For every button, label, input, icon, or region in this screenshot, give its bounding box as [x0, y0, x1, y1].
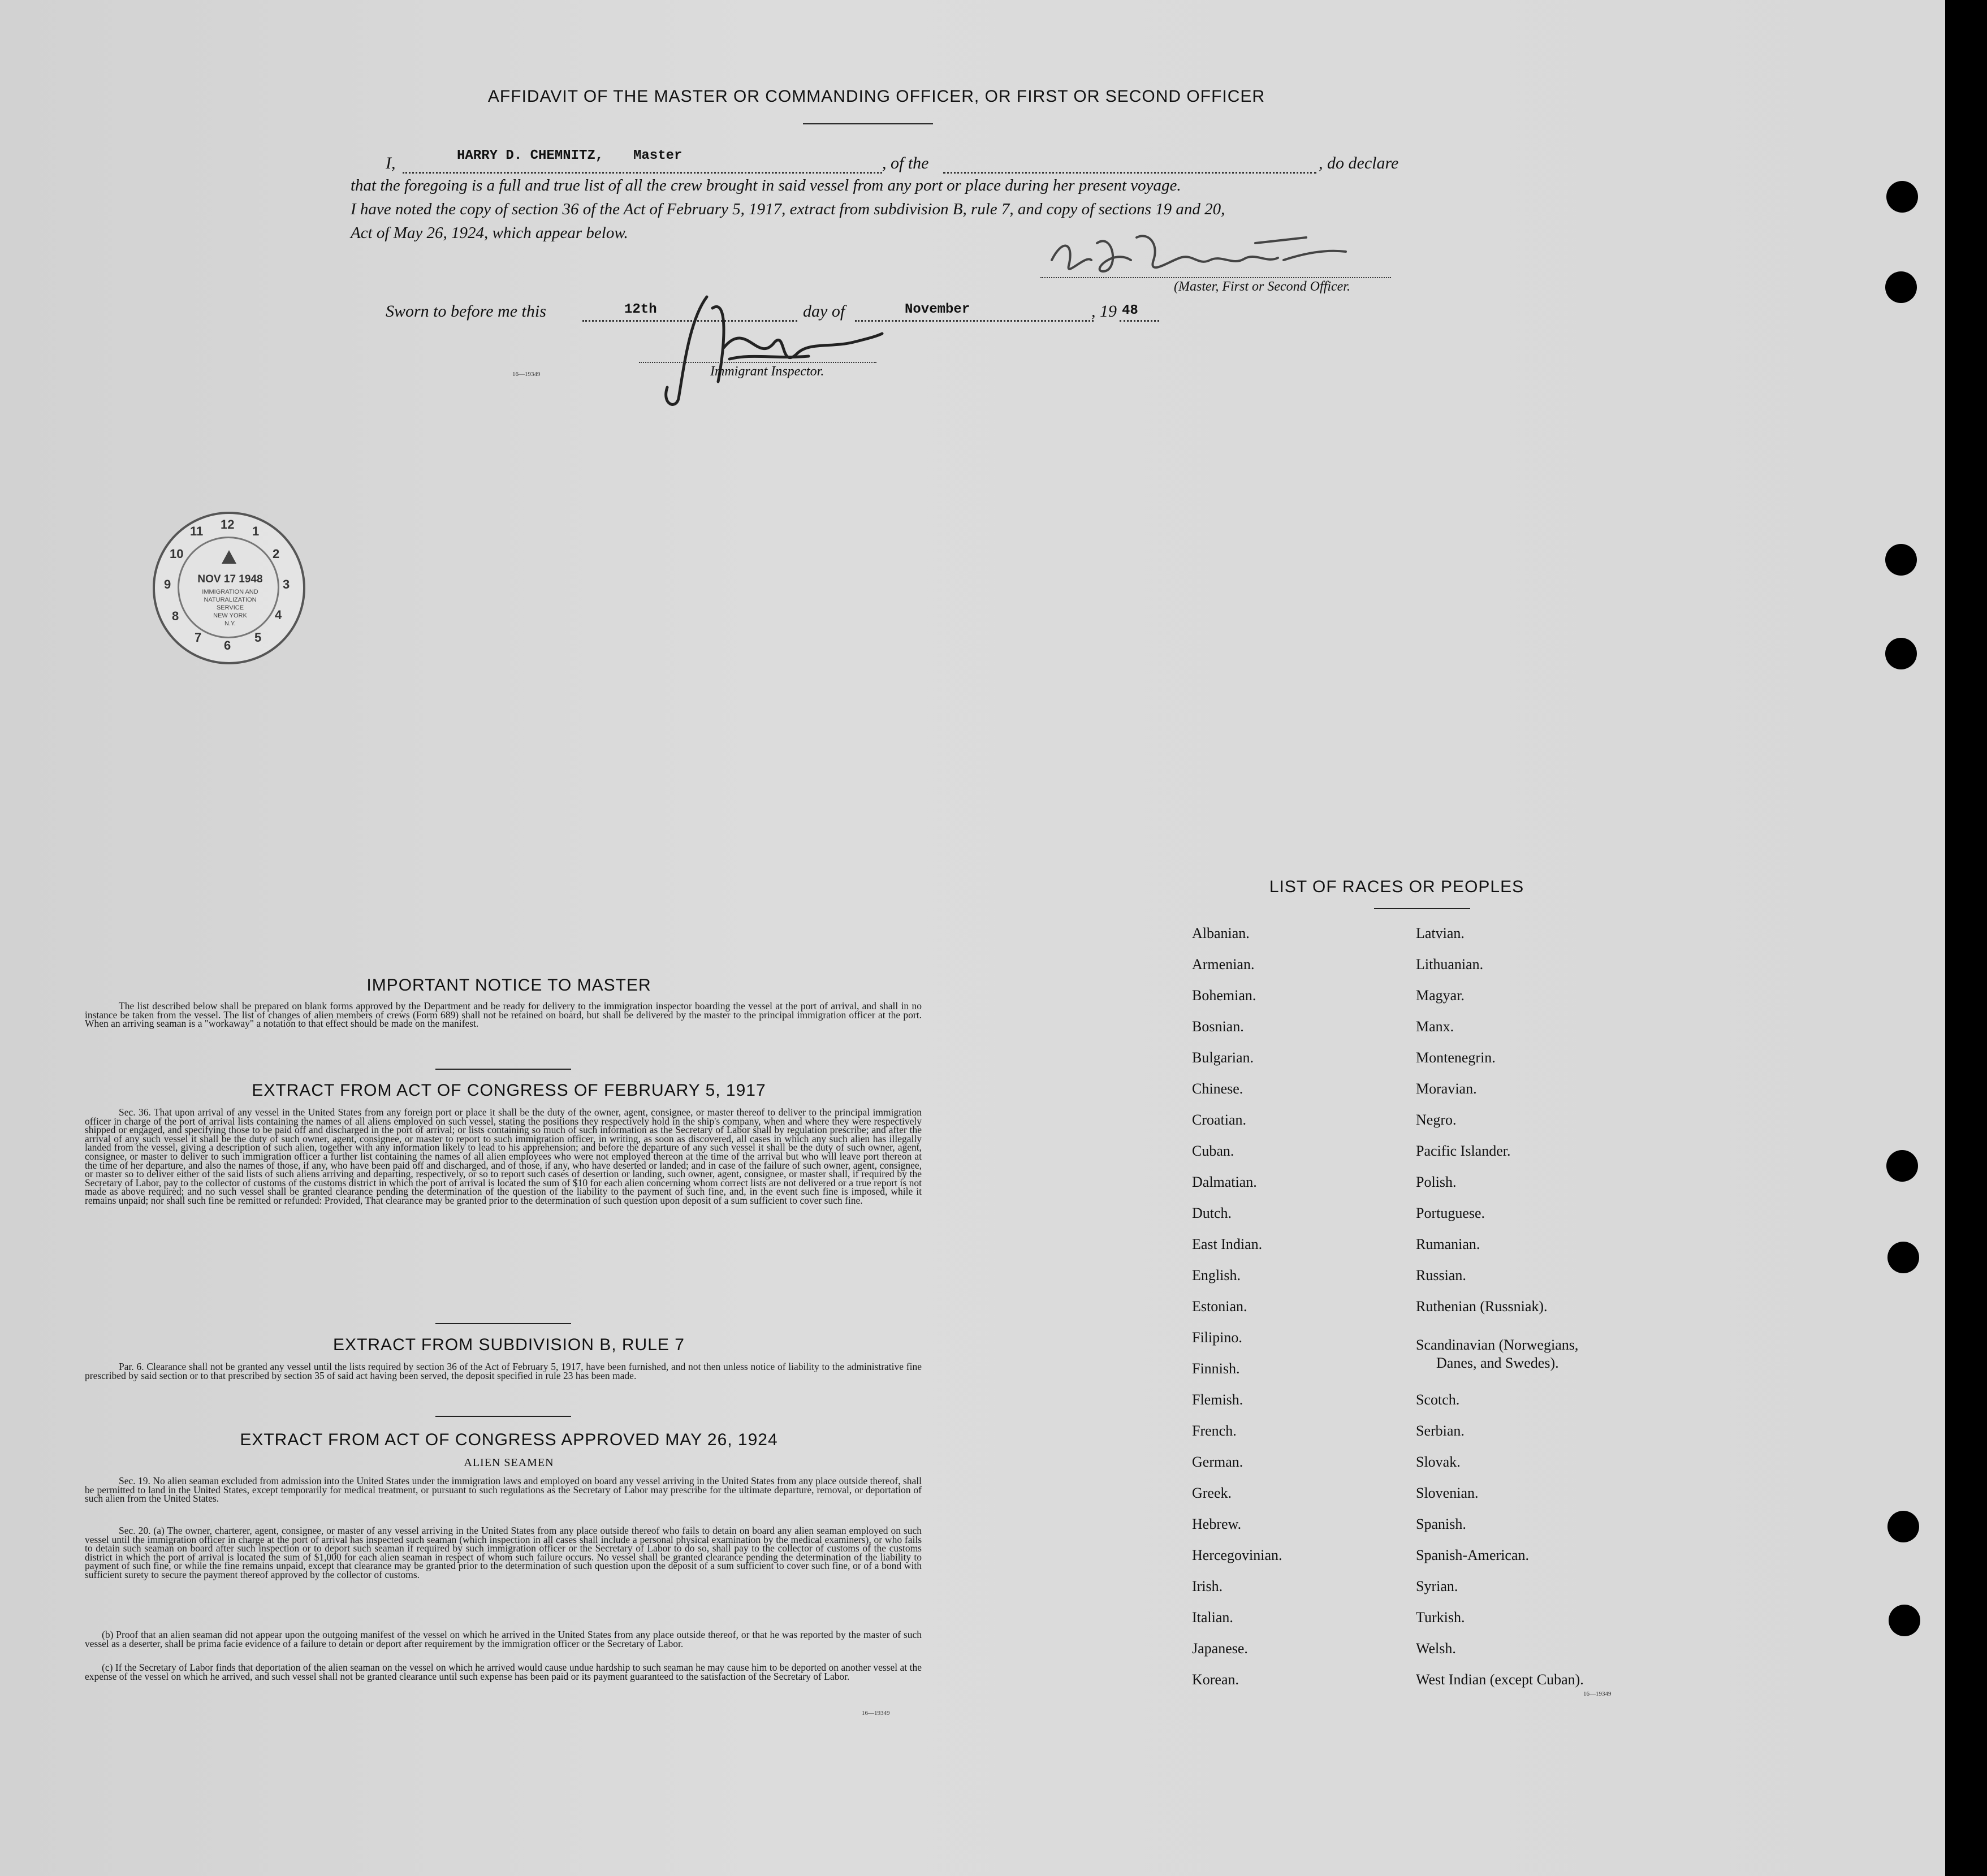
race-item: Croatian. — [1192, 1112, 1247, 1128]
stamp-clock-4: 4 — [275, 608, 282, 622]
sec20b-body: (b) Proof that an alien seaman did not appear upon the outgoing manifest of the vessel on which he arrived in the United States from any place outside thereof, or that he was reported by the master of such vessel as a deserter, shall be prima facie evidence of a failure to detain or deport after requirement by the immigration officer or the Secretary of Labor. — [85, 1629, 922, 1649]
extract-1917-title: EXTRACT FROM ACT OF CONGRESS OF FEBRUARY 5, 1917 — [252, 1081, 766, 1100]
race-item: Dutch. — [1192, 1205, 1232, 1221]
sworn-prefix: Sworn to before me this — [386, 302, 546, 321]
race-item: Pacific Islander. — [1416, 1143, 1511, 1159]
punch-hole-icon — [1886, 1150, 1918, 1182]
stamp-line-3: SERVICE — [216, 604, 244, 611]
punch-hole-icon — [1889, 1605, 1920, 1636]
race-item: Bohemian. — [1192, 987, 1256, 1004]
race-item: Montenegrin. — [1416, 1049, 1496, 1066]
extract-1924-title: EXTRACT FROM ACT OF CONGRESS APPROVED MAY 26, 1924 — [240, 1430, 778, 1449]
race-item: Manx. — [1416, 1018, 1454, 1035]
name-field-line — [403, 172, 882, 174]
race-item: Italian. — [1192, 1609, 1233, 1626]
race-item: Russian. — [1416, 1267, 1466, 1283]
stamp-clock-7: 7 — [195, 630, 202, 645]
sec19-body: Sec. 19. No alien seaman excluded from admission into the United States under the immigration laws and employed on board any vessel arriving in the United States from any place outside thereof, shall be permitted to land in the United States, except temporarily for medical treatment, or pursuant to such regulations as the Secretary of Labor may prescribe for the ultimate departure, removal, or deportation of such alien from the United States. — [85, 1475, 922, 1505]
race-item: Magyar. — [1416, 987, 1465, 1004]
affidavit-title: AFFIDAVIT OF THE MASTER OR COMMANDING OFFICER, OR FIRST OR SECOND OFFICER — [487, 87, 1265, 106]
race-item: Japanese. — [1192, 1640, 1248, 1657]
stamp-clock-1: 1 — [252, 524, 260, 538]
race-item: Portuguese. — [1416, 1205, 1485, 1221]
race-item: Korean. — [1192, 1671, 1239, 1688]
master-name-field: HARRY D. CHEMNITZ, — [457, 148, 604, 163]
race-item: Serbian. — [1416, 1423, 1465, 1439]
race-item: Cuban. — [1192, 1143, 1234, 1159]
races-form-number: 16—19349 — [1583, 1691, 1612, 1697]
of-the-label: , of the — [882, 154, 929, 172]
race-item: Danes, and Swedes). — [1436, 1355, 1559, 1371]
race-item: Scotch. — [1416, 1391, 1460, 1408]
race-item: Dalmatian. — [1192, 1174, 1257, 1190]
race-item: Finnish. — [1192, 1360, 1240, 1377]
punch-hole-icon — [1885, 271, 1917, 303]
stamp-line-4: NEW YORK — [213, 612, 247, 619]
race-item: Scandinavian (Norwegians, — [1416, 1337, 1579, 1353]
race-item: West Indian (except Cuban). — [1416, 1671, 1584, 1688]
notice-divider — [435, 1069, 571, 1070]
race-item: English. — [1192, 1267, 1241, 1283]
punch-hole-icon — [1887, 1511, 1919, 1542]
race-item: Irish. — [1192, 1578, 1223, 1594]
race-item: Hebrew. — [1192, 1516, 1242, 1532]
race-item: Rumanian. — [1416, 1236, 1480, 1252]
stamp-clock-12: 12 — [221, 517, 235, 531]
extract-1917-body: Sec. 36. That upon arrival of any vessel in the United States from any foreign port or place it shall be the duty of the owner, agent, consignee, or master thereof to deliver to the principal immigration officer in charge of the port of arrival lists containing the names of all aliens employed on such vessel, stating the positions they respectively hold in the ship's company, when and where they were respectively shipped or engaged, and specifying those to be paid off and discharged in the port of arrival; or lists containing so much of such information as the Secretary of Labor shall by regulation prescribe; and after the arrival of any such vessel it shall be the duty of such owner, agent, consignee, or master to report to such immigration officer, in writing, as soon as discovered, all cases in which any such alien has illegally landed from the vessel, giving a description of such alien, together with any information likely to lead to his apprehension; and before the departure of any such vessel it shall be the duty of such owner, agent, consignee, or master to deliver to such immigration officer a further list containing the names of all alien employees who were not employed thereon at the time of the arrival but who will leave port thereon at the time of her departure, and also the names of those, if any, who have been paid off and discharged, and of those, if any, who have deserted or landed; and in case of the failure of such owner, agent, consignee, or master so to deliver either of the said lists of such aliens arriving and departing, respectively, or so to report such cases of desertion or landing, such owner, agent, consignee, or master shall, if required by the Secretary of Labor, pay to the collector of customs of the customs district in which the port of arrival is located the sum of $10 for each alien concerning whom correct lists are not delivered or a true report is not made as above required; and no such vessel shall be granted clearance pending the determination of the question of the liability to the payment of such fine, and, in the event such fine is imposed, while it remains unpaid; nor shall such fine be remitted or refunded: Provided, That clearance may be granted prior to the determination of such question upon deposit of a sum sufficient to cover such fine. — [85, 1106, 922, 1206]
stamp-clock-10: 10 — [170, 547, 184, 561]
race-item: Flemish. — [1192, 1391, 1243, 1408]
race-item: Welsh. — [1416, 1640, 1456, 1657]
title-divider — [803, 123, 933, 124]
race-item: Ruthenian (Russniak). — [1416, 1298, 1548, 1315]
race-item: Turkish. — [1416, 1609, 1465, 1626]
stamp-line-2: NATURALIZATION — [204, 596, 257, 603]
race-item: Bulgarian. — [1192, 1049, 1254, 1066]
stamp-clock-8: 8 — [172, 609, 179, 623]
stamp-line-1: IMMIGRATION AND — [202, 589, 258, 595]
rule7-title: EXTRACT FROM SUBDIVISION B, RULE 7 — [333, 1335, 685, 1354]
punch-hole-icon — [1887, 1242, 1919, 1273]
race-item: Estonian. — [1192, 1298, 1247, 1315]
master-role-field: Master — [633, 148, 683, 163]
stamp-clock-5: 5 — [254, 630, 262, 645]
rule7-divider — [435, 1416, 571, 1417]
sec20c-body: (c) If the Secretary of Labor finds that deportation of the alien seaman on the vessel on which he arrived would cause undue hardship to such seaman he may cause him to be deported on another vessel at the expense of the vessel on which he arrived, and such vessel shall not be granted clearance until such expense has been paid or its payment guaranteed to the satisfaction of the Secretary of Labor. — [85, 1662, 922, 1682]
year-line — [1120, 320, 1159, 322]
race-item: Greek. — [1192, 1485, 1232, 1501]
race-item: East Indian. — [1192, 1236, 1263, 1252]
race-item: Spanish. — [1416, 1516, 1466, 1532]
notice-title: IMPORTANT NOTICE TO MASTER — [366, 976, 651, 995]
races-title: LIST OF RACES OR PEOPLES — [1269, 878, 1524, 896]
punch-hole-icon — [1885, 638, 1917, 669]
year-suffix-field: 48 — [1122, 303, 1138, 318]
year-prefix: , 19 — [1091, 302, 1117, 321]
stamp-clock-2: 2 — [273, 547, 280, 561]
race-item: Hercegovinian. — [1192, 1547, 1282, 1563]
stamp-emblem-icon — [222, 550, 236, 564]
stamp-clock-6: 6 — [224, 638, 231, 652]
affidavit-line2: that the foregoing is a full and true list of all the crew brought in said vessel from any port or place during her present voyage. — [351, 176, 1181, 194]
race-item: Albanian. — [1192, 925, 1250, 941]
master-caption: (Master, First or Second Officer. — [1174, 279, 1350, 294]
punch-hole-icon — [1886, 181, 1918, 213]
vessel-field-line — [943, 172, 1316, 174]
affidavit-line1-prefix: I, — [386, 154, 396, 172]
sworn-day-field: 12th — [624, 302, 657, 317]
race-item: Slovak. — [1416, 1454, 1461, 1470]
immigration-stamp — [153, 512, 305, 664]
rule7-body: Par. 6. Clearance shall not be granted any vessel until the lists required by section 36 of the Act of February 5, 1917, have been furnished, and not then unless notice of liability to the administrative fine prescribed by said section or to that prescribed by section 35 of said act having been served, the deposit specified in rule 23 has been made. — [85, 1361, 922, 1381]
race-item: German. — [1192, 1454, 1243, 1470]
stamp-clock-9: 9 — [164, 577, 171, 591]
sec20a-body: Sec. 20. (a) The owner, charterer, agent, consignee, or master of any vessel arriving in the United States from any place outside thereof who fails to detain on board any alien seaman employed on such vessel until the immigration officer in charge at the port of arrival has inspected such seaman (which inspection in all cases shall include a personal physical examination by the medical examiners), or who fails to detain such seaman on board after such inspection or to deport such seaman if required by such immigration officer or the Secretary of Labor to do so, shall pay to the collector of customs of the customs district in which the port of arrival is located the sum of $1,000 for each alien seaman in respect of whom such failure occurs. No vessel shall be granted clearance pending the determination of the liability to payment of such fine, or while the fine remains unpaid, except that clearance may be granted prior to the determination of such question upon the deposit of a sum sufficient to cover such fine, or of a bond with sufficient surety to secure the payment thereof approved by the collector of customs. — [85, 1525, 922, 1580]
race-item: Latvian. — [1416, 925, 1465, 941]
race-item: Negro. — [1416, 1112, 1457, 1128]
race-item: French. — [1192, 1423, 1237, 1439]
inspector-caption: Immigrant Inspector. — [710, 364, 824, 379]
affidavit-line4: Act of May 26, 1924, which appear below. — [351, 224, 628, 242]
race-item: Chinese. — [1192, 1080, 1243, 1097]
extract-1924-subtitle: ALIEN SEAMEN — [464, 1456, 554, 1469]
race-item: Moravian. — [1416, 1080, 1477, 1097]
extract-1917-divider — [435, 1323, 571, 1324]
master-signature-line — [1040, 277, 1391, 278]
race-item: Slovenian. — [1416, 1485, 1479, 1501]
do-declare-label: , do declare — [1319, 154, 1399, 172]
sworn-month-field: November — [905, 302, 970, 317]
race-item: Polish. — [1416, 1174, 1457, 1190]
race-item: Lithuanian. — [1416, 956, 1484, 972]
inspector-signature — [639, 286, 888, 416]
inspector-signature-line — [639, 362, 876, 363]
notice-body: The list described below shall be prepared on blank forms approved by the Department and be ready for delivery to the immigration inspector boarding the vessel at the port of arrival, and shall in no instance be taken from the vessel. The list of changes of alien members of crews (Form 689) shall not be retained on board, but shall be delivered by the master to the principal immigration officer at the port. When an arriving seaman is a "workaway" a notation to that effect should be made on the manifest. — [85, 1000, 922, 1030]
race-item: Spanish-American. — [1416, 1547, 1530, 1563]
races-divider — [1374, 908, 1470, 909]
extract-form-number: 16—19349 — [862, 1710, 890, 1717]
race-item: Bosnian. — [1192, 1018, 1244, 1035]
race-item: Armenian. — [1192, 956, 1255, 972]
stamp-line-5: N.Y. — [224, 620, 236, 627]
stamp-date: NOV 17 1948 — [197, 573, 263, 585]
race-item: Syrian. — [1416, 1578, 1458, 1594]
day-of-label: day of — [803, 302, 845, 321]
stamp-clock-3: 3 — [283, 577, 290, 591]
affidavit-line3: I have noted the copy of section 36 of the Act of February 5, 1917, extract from subdivision B, rule 7, and copy of sections 19 and 20, — [351, 200, 1225, 218]
race-item: Filipino. — [1192, 1329, 1242, 1346]
punch-hole-icon — [1885, 544, 1917, 576]
stamp-clock-11: 11 — [190, 524, 204, 538]
sworn-month-line — [855, 320, 1094, 322]
affidavit-form-number: 16—19349 — [512, 371, 541, 378]
